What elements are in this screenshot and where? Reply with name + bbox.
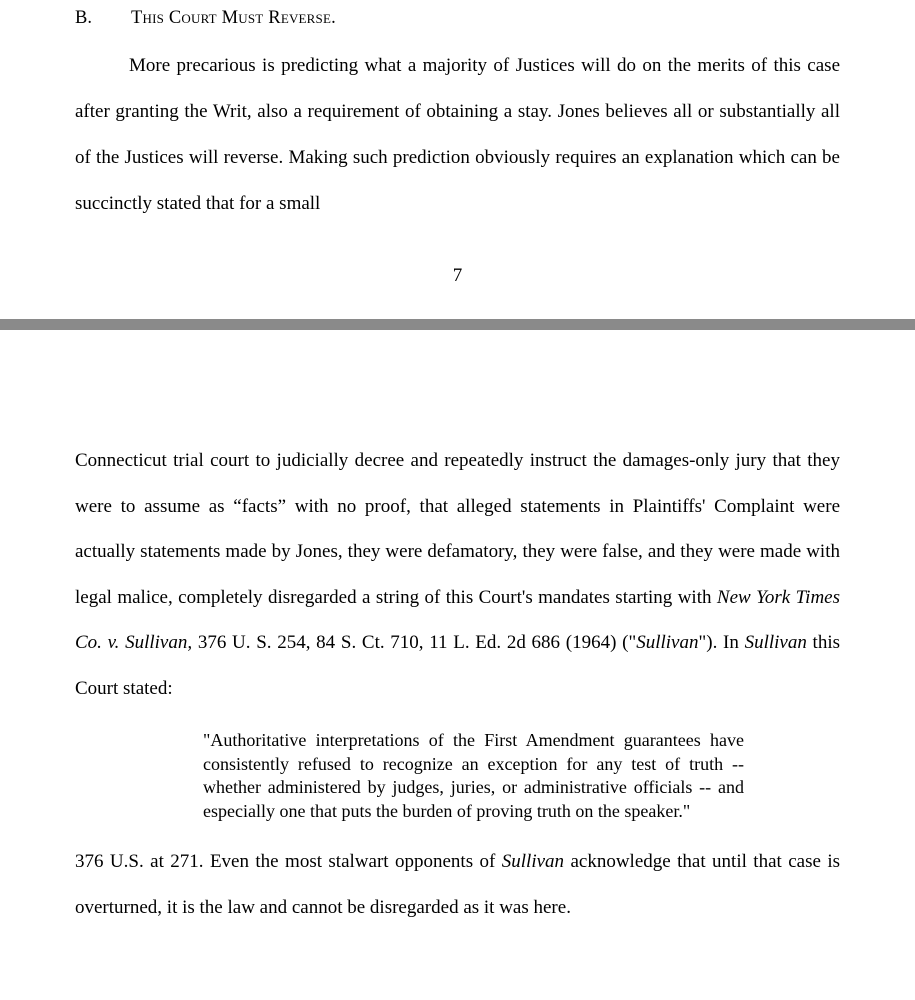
post-quote-segment-2: acknowledge that until that case is overturned, it is the law and cannot be disregarded as it was here. [75, 851, 841, 918]
post-quote-segment-1: 376 U.S. at 271. Even the most stalwart opponents of [75, 851, 502, 872]
paragraph-segment-2: 376 U. S. 254, 84 S. Ct. 710, 11 L. Ed. 2d 686 (1964) (" [192, 632, 637, 653]
paragraph-segment-3: "). In [698, 632, 745, 653]
page-number: 7 [452, 265, 463, 286]
section-heading-text: This Court Must Reverse. [131, 8, 336, 28]
paragraph-segment-1: Connecticut trial court to judicially decree and repeatedly instruct the damages-only jury that they were to assume as “facts” with no proof, that alleged statements in Plaintiffs' Complaint were actually statements made by Jones, they were defamatory, they were false, and they were made with legal malice, completely disregarded a string of this Court's mandates starting with [75, 450, 840, 608]
case-citation-sullivan-3: Sullivan [501, 851, 565, 872]
page-bottom-margin [0, 287, 915, 319]
section-label: B. [75, 8, 92, 28]
page-one-content [0, 0, 915, 287]
page-separator [0, 319, 915, 330]
section-heading-row [75, 0, 840, 29]
document-page-one [0, 0, 915, 319]
page-two-top-margin [0, 330, 915, 438]
case-citation-new-york-times: New York Times Co. v. Sullivan, [75, 586, 840, 653]
case-citation-sullivan-2: Sullivan [744, 632, 807, 653]
paragraph-segment-4: this Court stated: [75, 632, 840, 699]
post-quote-paragraph [75, 839, 840, 930]
page-two-content [0, 438, 915, 930]
document-page-two [0, 330, 915, 930]
case-citation-sullivan-1: Sullivan [636, 632, 699, 653]
page-one-paragraph: More precarious is predicting what a majority of Justices will do on the merits of this case after granting the Writ, also a requirement of obtaining a stay. Jones believes all or substantially all of the Justices will reverse. Making such prediction obviously requires an explanation which can be succinctly stated that for a small [75, 55, 840, 214]
block-quotation: "Authoritative interpretations of the First Amendment guarantees have consistently refused to recognize an exception for any test of truth -- whether administered by judges, juries, or administrative officials -- and especially one that puts the burden of proving truth on the speaker." [203, 730, 744, 821]
page-two-paragraph [75, 438, 840, 711]
